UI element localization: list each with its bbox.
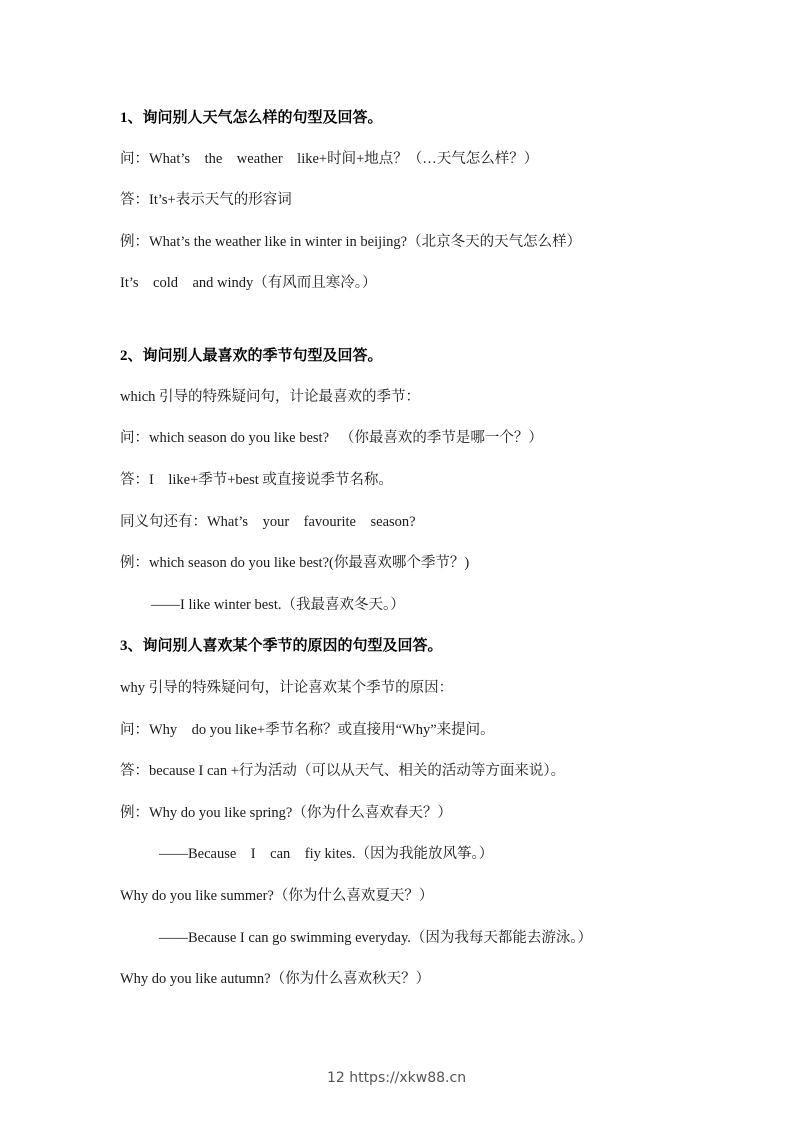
section-1-question: 问：What’s the weather like+时间+地点？（…天气怎么样？） — [120, 151, 539, 167]
section-2-intro: which 引导的特殊疑问句，计论最喜欢的季节： — [120, 389, 421, 405]
section-2-example-answer: ——I like winter best.（我最喜欢冬天。） — [151, 597, 405, 613]
section-3-intro: why 引导的特殊疑问句，计论喜欢某个季节的原因： — [120, 680, 454, 696]
section-1-answer: 答：It’s+表示天气的形容词 — [120, 192, 292, 208]
section-3-answer-summer: ——Because I can go swimming everyday.（因为我每天都能去游泳。） — [159, 930, 593, 946]
section-2-heading: 2、询问别人最喜欢的季节句型及回答。 — [120, 348, 383, 364]
section-3-example-spring: 例：Why do you like spring?（你为什么喜欢春天？） — [120, 805, 452, 821]
section-2-answer: 答：I like+季节+best 或直接说季节名称。 — [120, 472, 393, 488]
section-1-example-answer: It’s cold and windy（有风而且寒冷。） — [120, 275, 377, 291]
page-footer: 12 https://xkw88.cn — [326, 1070, 467, 1086]
section-3-heading: 3、询问别人喜欢某个季节的原因的句型及回答。 — [120, 638, 443, 654]
section-1-example: 例：What’s the weather like in winter in beijing?（北京冬天的天气怎么样） — [120, 234, 582, 250]
section-2-example: 例：which season do you like best?(你最喜欢哪个季节？) — [120, 555, 470, 571]
section-3-question: 问：Why do you like+季节名称？或直接用“Why”来提问。 — [120, 722, 495, 738]
section-3-answer: 答：because I can +行为活动（可以从天气、相关的活动等方面来说）。 — [120, 763, 566, 779]
section-2-question: 问：which season do you like best? （你最喜欢的季节是哪一个？） — [120, 430, 543, 446]
section-3-example-autumn: Why do you like autumn?（你为什么喜欢秋天？） — [120, 971, 431, 987]
section-1-heading: 1、询问别人天气怎么样的句型及回答。 — [120, 110, 383, 126]
section-3-answer-spring: ——Because I can fiy kites.（因为我能放风筝。） — [159, 846, 494, 862]
section-3-example-summer: Why do you like summer?（你为什么喜欢夏天？） — [120, 888, 434, 904]
section-2-synonym: 同义句还有：What’s your favourite season? — [120, 514, 416, 530]
